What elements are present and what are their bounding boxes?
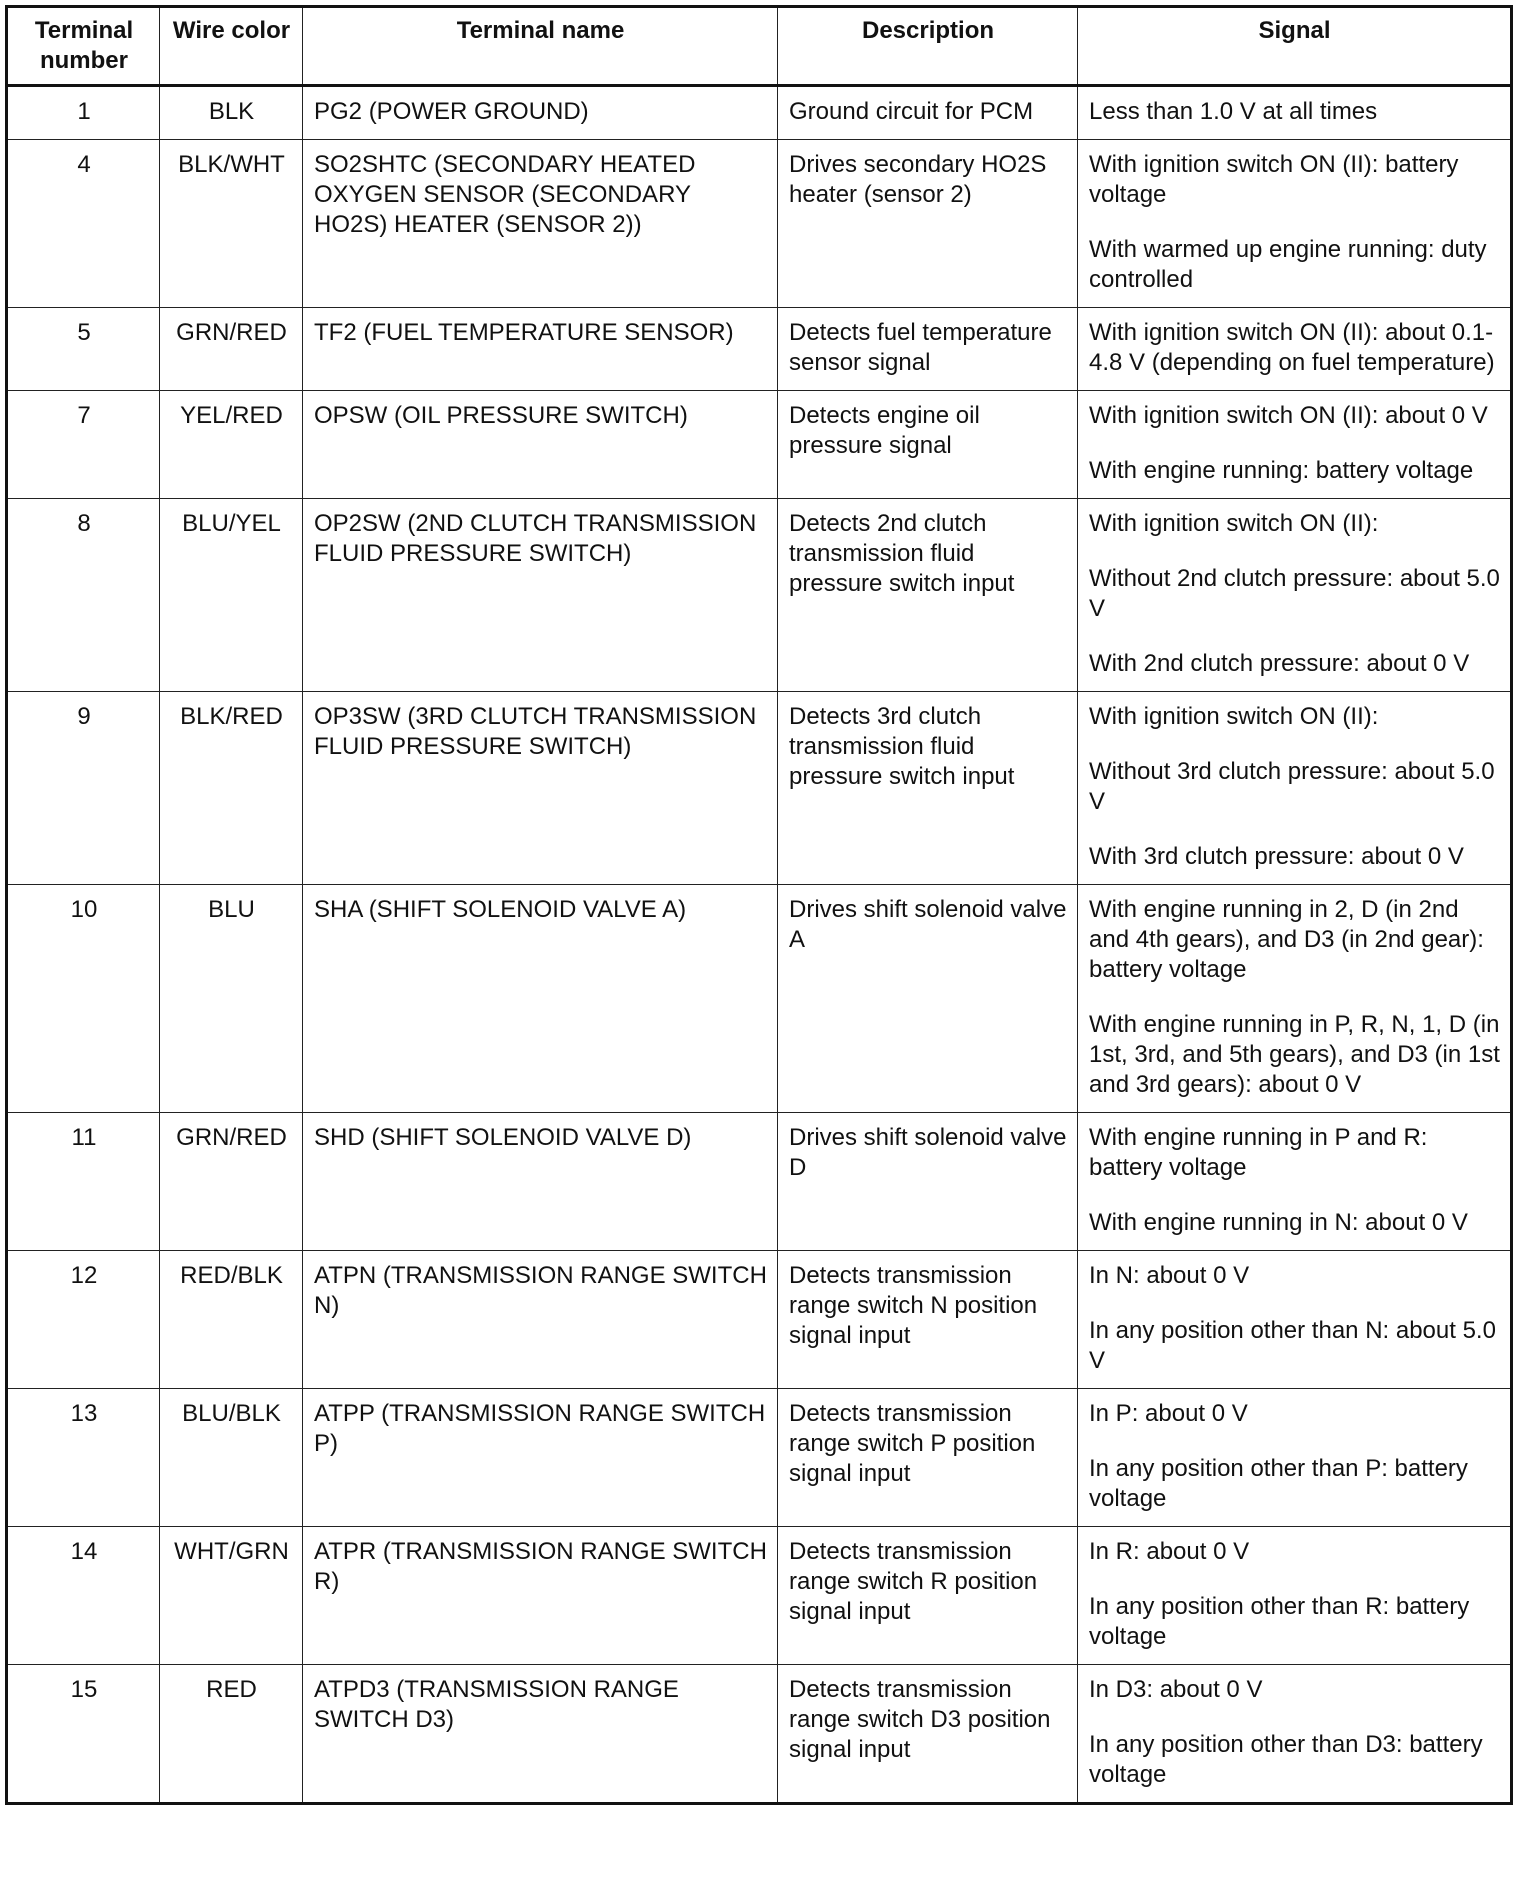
- terminal-name-cell: SHD (SHIFT SOLENOID VALVE D): [303, 1113, 778, 1251]
- signal-cell: [1078, 499, 1512, 692]
- description-cell: Detects transmission range switch P position signal input: [778, 1389, 1078, 1527]
- table-row: [7, 1665, 1512, 1804]
- wire-color-cell: GRN/RED: [160, 308, 303, 391]
- signal-line: With 2nd clutch pressure: about 0 V: [1089, 650, 1470, 677]
- signal-line: With ignition switch ON (II):: [1089, 510, 1379, 537]
- signal-line: With engine running in 2, D (in 2nd and 4th gears), and D3 (in 2nd gear): battery voltage: [1089, 896, 1484, 983]
- description-cell: Drives shift solenoid valve A: [778, 885, 1078, 1113]
- description-cell: Detects fuel temperature sensor signal: [778, 308, 1078, 391]
- signal-line: In D3: about 0 V: [1089, 1676, 1263, 1703]
- signal-cell: [1078, 1665, 1512, 1804]
- table-row: [7, 140, 1512, 308]
- description-cell: Detects transmission range switch N position signal input: [778, 1251, 1078, 1389]
- terminal-number-cell: 15: [7, 1665, 160, 1804]
- signal-line: In any position other than R: battery voltage: [1089, 1593, 1470, 1650]
- table-row: [7, 1251, 1512, 1389]
- header-terminal-number: Terminal number: [7, 7, 160, 86]
- signal-line: With ignition switch ON (II):: [1089, 703, 1379, 730]
- signal-line: Without 2nd clutch pressure: about 5.0 V: [1089, 565, 1500, 622]
- table-row: [7, 692, 1512, 885]
- signal-line: With engine running in P and R: battery voltage: [1089, 1124, 1428, 1181]
- signal-line: With engine running in P, R, N, 1, D (in 1st, 3rd, and 5th gears), and D3 (in 1st and 3rd gears): about 0 V: [1089, 1011, 1500, 1098]
- terminal-table: [5, 5, 1513, 1805]
- terminal-number-cell: 9: [7, 692, 160, 885]
- description-cell: Detects engine oil pressure signal: [778, 391, 1078, 499]
- table-header: [7, 7, 1512, 86]
- signal-line: With ignition switch ON (II): battery voltage: [1089, 151, 1459, 208]
- signal-line: In P: about 0 V: [1089, 1400, 1248, 1427]
- terminal-name-cell: OP2SW (2ND CLUTCH TRANSMISSION FLUID PRESSURE SWITCH): [303, 499, 778, 692]
- signal-cell: [1078, 86, 1512, 140]
- terminal-name-cell: OPSW (OIL PRESSURE SWITCH): [303, 391, 778, 499]
- table-row: [7, 885, 1512, 1113]
- signal-line: Less than 1.0 V at all times: [1089, 98, 1378, 125]
- signal-line: With engine running: battery voltage: [1089, 457, 1474, 484]
- terminal-number-cell: 14: [7, 1527, 160, 1665]
- table-row: [7, 499, 1512, 692]
- table-row: [7, 1389, 1512, 1527]
- header-row: [7, 7, 1512, 86]
- terminal-name-cell: OP3SW (3RD CLUTCH TRANSMISSION FLUID PRESSURE SWITCH): [303, 692, 778, 885]
- table-row: [7, 308, 1512, 391]
- terminal-number-cell: 10: [7, 885, 160, 1113]
- signal-line: With ignition switch ON (II): about 0.1-4.8 V (depending on fuel temperature): [1089, 319, 1495, 376]
- signal-cell: [1078, 1251, 1512, 1389]
- signal-cell: [1078, 1113, 1512, 1251]
- signal-line: Without 3rd clutch pressure: about 5.0 V: [1089, 758, 1495, 815]
- header-signal: Signal: [1078, 7, 1512, 86]
- description-cell: Detects transmission range switch R position signal input: [778, 1527, 1078, 1665]
- header-wire-color: Wire color: [160, 7, 303, 86]
- description-cell: Detects 2nd clutch transmission fluid pressure switch input: [778, 499, 1078, 692]
- terminal-number-cell: 7: [7, 391, 160, 499]
- signal-line: In any position other than N: about 5.0 V: [1089, 1317, 1496, 1374]
- terminal-name-cell: TF2 (FUEL TEMPERATURE SENSOR): [303, 308, 778, 391]
- terminal-name-cell: SHA (SHIFT SOLENOID VALVE A): [303, 885, 778, 1113]
- signal-line: With 3rd clutch pressure: about 0 V: [1089, 843, 1464, 870]
- terminal-number-cell: 11: [7, 1113, 160, 1251]
- header-terminal-name: Terminal name: [303, 7, 778, 86]
- terminal-name-cell: ATPP (TRANSMISSION RANGE SWITCH P): [303, 1389, 778, 1527]
- terminal-number-cell: 1: [7, 86, 160, 140]
- wire-color-cell: BLK/RED: [160, 692, 303, 885]
- signal-line: In N: about 0 V: [1089, 1262, 1250, 1289]
- terminal-name-cell: SO2SHTC (SECONDARY HEATED OXYGEN SENSOR (SECONDARY HO2S) HEATER (SENSOR 2)): [303, 140, 778, 308]
- signal-cell: [1078, 308, 1512, 391]
- wire-color-cell: YEL/RED: [160, 391, 303, 499]
- terminal-number-cell: 8: [7, 499, 160, 692]
- wire-color-cell: BLK/WHT: [160, 140, 303, 308]
- terminal-name-cell: ATPR (TRANSMISSION RANGE SWITCH R): [303, 1527, 778, 1665]
- signal-line: With warmed up engine running: duty controlled: [1089, 236, 1487, 293]
- wire-color-cell: BLU/YEL: [160, 499, 303, 692]
- signal-line: With ignition switch ON (II): about 0 V: [1089, 402, 1488, 429]
- description-cell: Drives shift solenoid valve D: [778, 1113, 1078, 1251]
- wire-color-cell: GRN/RED: [160, 1113, 303, 1251]
- wire-color-cell: RED: [160, 1665, 303, 1804]
- signal-cell: [1078, 1389, 1512, 1527]
- terminal-name-cell: ATPN (TRANSMISSION RANGE SWITCH N): [303, 1251, 778, 1389]
- signal-line: With engine running in N: about 0 V: [1089, 1209, 1468, 1236]
- terminal-number-cell: 13: [7, 1389, 160, 1527]
- signal-line: In any position other than P: battery voltage: [1089, 1455, 1468, 1512]
- wire-color-cell: BLU: [160, 885, 303, 1113]
- terminal-number-cell: 5: [7, 308, 160, 391]
- wire-color-cell: WHT/GRN: [160, 1527, 303, 1665]
- header-description: Description: [778, 7, 1078, 86]
- terminal-number-cell: 4: [7, 140, 160, 308]
- table-row: [7, 86, 1512, 140]
- table-row: [7, 391, 1512, 499]
- description-cell: Ground circuit for PCM: [778, 86, 1078, 140]
- signal-cell: [1078, 391, 1512, 499]
- description-cell: Detects 3rd clutch transmission fluid pressure switch input: [778, 692, 1078, 885]
- terminal-table-container: [5, 5, 1510, 1805]
- description-cell: Detects transmission range switch D3 position signal input: [778, 1665, 1078, 1804]
- signal-line: In any position other than D3: battery voltage: [1089, 1731, 1483, 1788]
- description-cell: Drives secondary HO2S heater (sensor 2): [778, 140, 1078, 308]
- table-body: [7, 86, 1512, 1804]
- terminal-name-cell: PG2 (POWER GROUND): [303, 86, 778, 140]
- signal-cell: [1078, 885, 1512, 1113]
- signal-cell: [1078, 140, 1512, 308]
- signal-cell: [1078, 1527, 1512, 1665]
- table-row: [7, 1113, 1512, 1251]
- signal-line: In R: about 0 V: [1089, 1538, 1250, 1565]
- wire-color-cell: RED/BLK: [160, 1251, 303, 1389]
- terminal-number-cell: 12: [7, 1251, 160, 1389]
- terminal-name-cell: ATPD3 (TRANSMISSION RANGE SWITCH D3): [303, 1665, 778, 1804]
- table-row: [7, 1527, 1512, 1665]
- wire-color-cell: BLK: [160, 86, 303, 140]
- signal-cell: [1078, 692, 1512, 885]
- wire-color-cell: BLU/BLK: [160, 1389, 303, 1527]
